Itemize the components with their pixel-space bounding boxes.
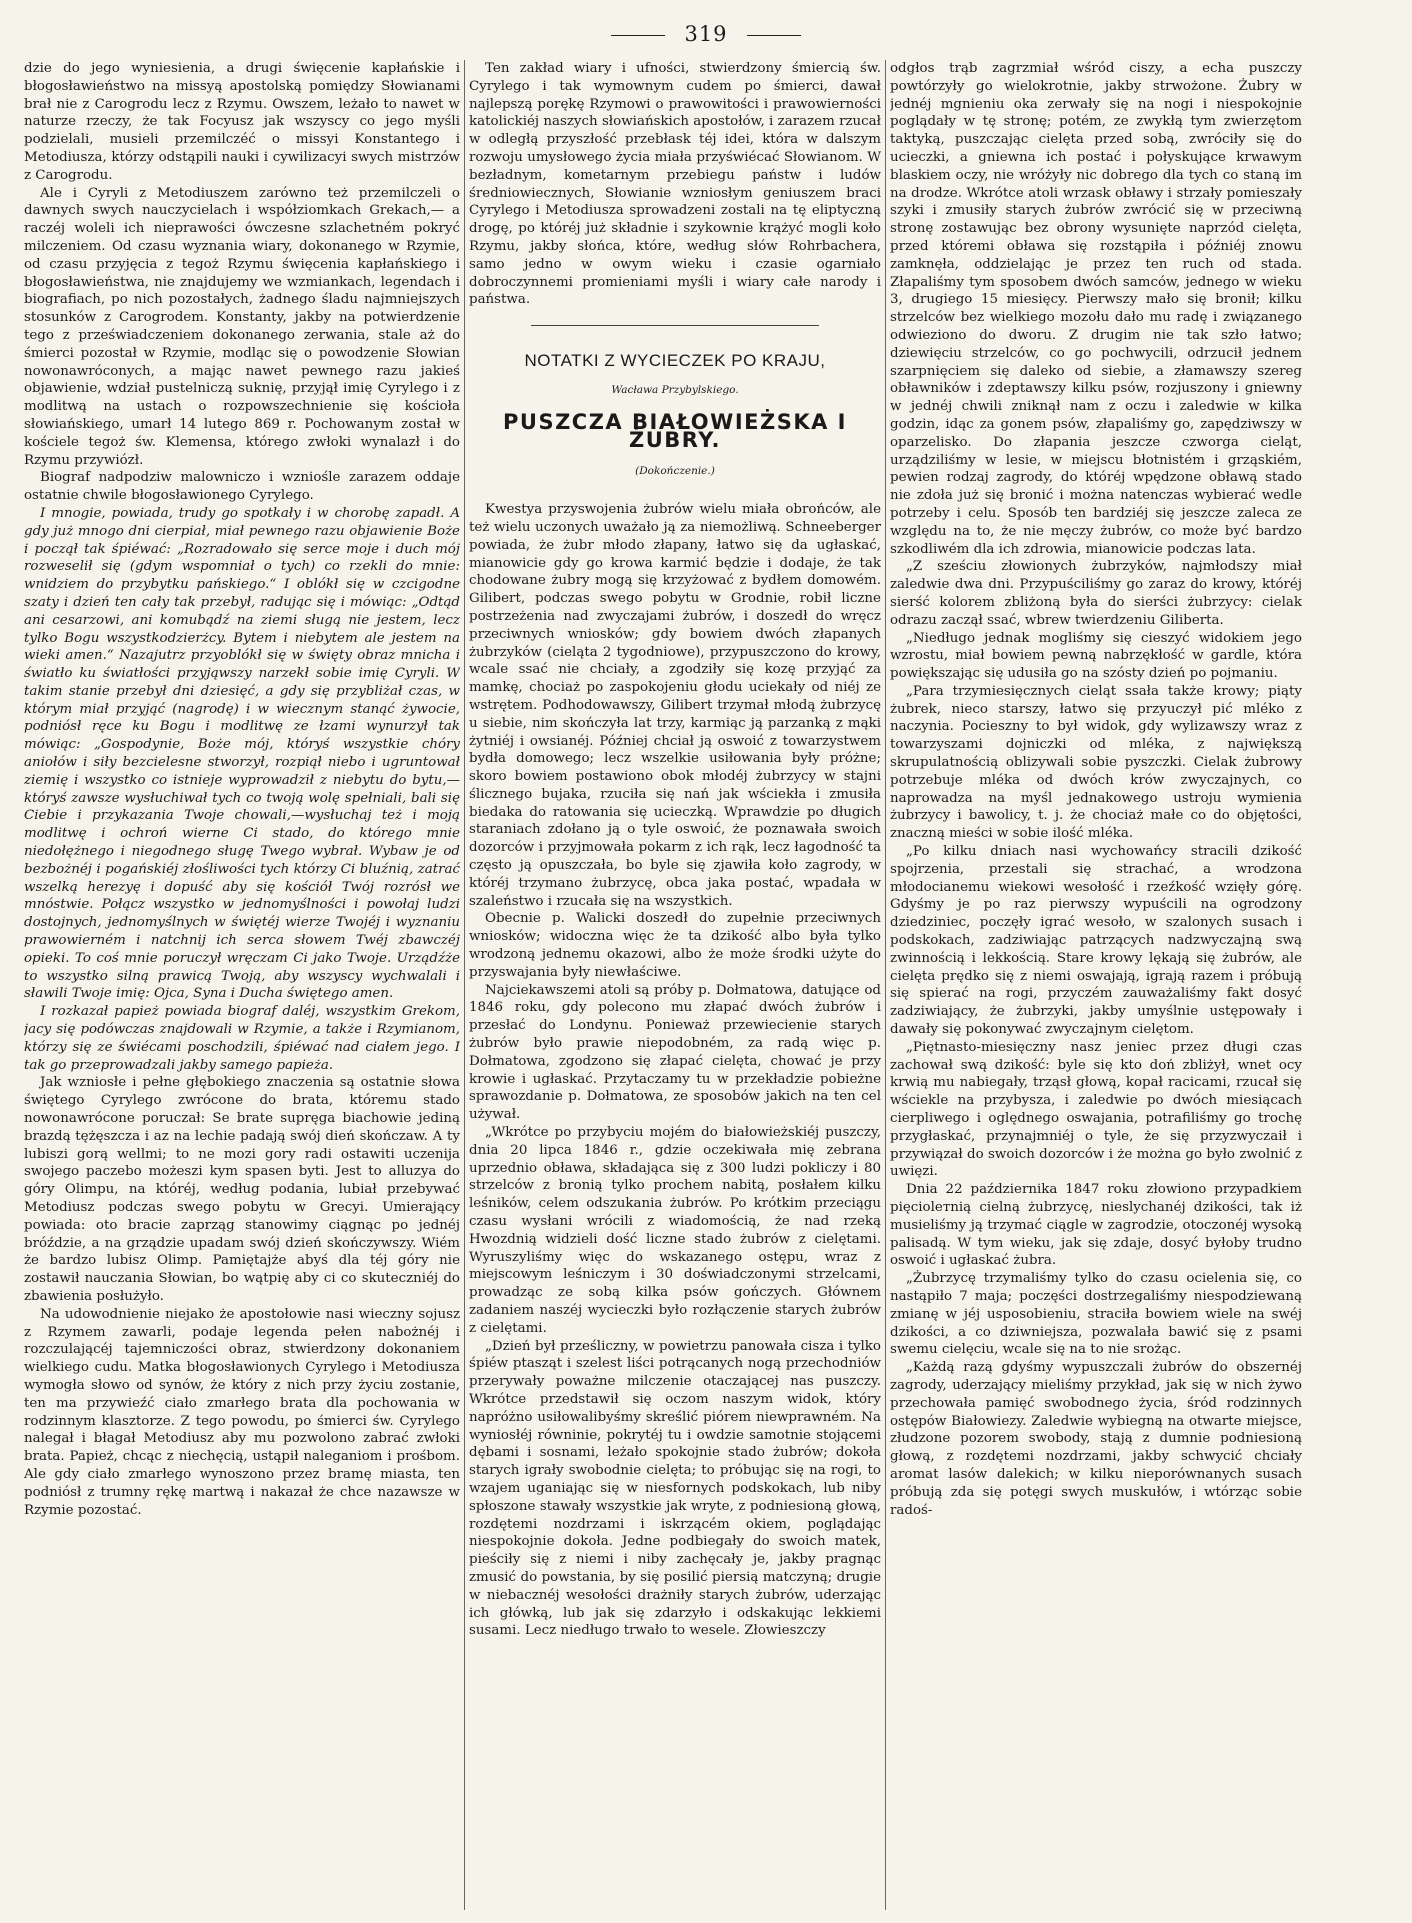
paragraph: „Piętnasto-miesięczny nasz jeniec przez długi czas zachował swą dzikość: byle się kto doń zbliżył, wnet ocy krwią mu nabiegały, trząsł głową, kopał racicami, rzucał się wściekle na przybysza, i zaledwie po dwóch miesiącach cierpliwego i oględnego oswajania, potrafiliśmy go trochę przygłaskać, przynajmniéj o tyle, że się przyzwyczaił i przywiązał do swoich dozorców i że można go było zwolnić z uwięzi. (890, 1039, 1302, 1180)
paragraph: Najciekawszemi atoli są próby p. Dołmatowa, datujące od 1846 roku, gdy polecono mu złapać dwóch żubrów i przesłać do Londynu. Ponieważ przewiecienie starych żubrów było prawie niepodobném, za radą więc p. Dołmatowa, zgodzono się złapać cielęta, chować je przy krowie i ugłaskać. Przytaczamy tu w przekładzie pobieżne sprawozdanie p. Dołmatowa, ze sposobów jakich na ten cel używał. (469, 982, 881, 1123)
paragraph: „Para trzymiesięcznych cieląt ssała także krowy; piąty żubrek, nieco starszy, łatwo się przyuczył pić mléko z naczynia. Pocieszny to był widok, gdy wylizawszy wraz z towarzyszami dojniczki od mléka, z największą skrupulatnością oblizywali sobie pyszczki. Cielak żubrowy potrzebuje mléka od dwóch krów zwyczajnych, co naprowadza na myśl jednakowego ustroju wymienia żubrzycy i bawolicy, t. j. że chociaż małe co do objętości, znaczną mieści w sobie ilość mléka. (890, 683, 1302, 842)
paragraph: Jak wzniosłe i pełne głębokiego znaczenia są ostatnie słowa świętego Cyrylego zwrócone do brata, któremu stado nowonawrócone poruczał: Se brate supręga biachowie jediną brazdą tężęszcza i az na lechie padają swój dień skończaw. A ty lubiszi gorą wellmi; to ne mozi gory radi ostawiti uczenija swojego paczebo możeszi kym spasen byti. Jest to alluzya do góry Olimpu, na któréj, według podania, lubiał przebywać Metodiusz podczas swego pobytu w Grecyi. Umierający powiada: oto bracie zaprząg stanowimy ciągnąc po jednéj bróździe, a na grządzie upadam swój dzień skończywszy. Wiém że bardzo lubisz Olimp. Pamiętajże abyś dla téj góry nie zostawił nauczania Słowian, bo wątpię aby ci co skuteczniéj do zbawienia posłużyło. (24, 1075, 460, 1304)
page-number: 319 (684, 22, 728, 46)
paragraph: Na udowodnienie niejako że apostołowie nasi wieczny sojusz z Rzymem zawarli, podaje legenda pełen nabożnéj i rozczulającéj tajemniczości obraz, stwierdzony dokonaniem wielkiego cudu. Matka błogosławionych Cyrylego i Metodiusza wymogła słowo od synów, że który z nich przy życiu zostanie, ten ma przywieźć ciało zmarłego brata dla pochowania w rodzinnym klasztorze. Z tego powodu, po śmierci św. Cyrylego nalegał i błagał Metodiusz aby mu pozwolono zabrać zwłoki brata. Papież, chcąc z niechęcią, ustąpił naleganiom i prośbom. Ale gdy ciało zmarłego wynoszono przez bramę miasta, ten podniósł z trumny rękę martwą i nakazał że chce nazawsze w Rzymie pozostać. (24, 1306, 460, 1518)
paragraph: dzie do jego wyniesienia, a drugi święcenie kapłańskie i błogosławieństwo na missyą apostolską pomiędzy Słowianami brał nie z Carogrodu lecz z Rzymu. Owszem, leżało to nawet w naturze rzeczy, że tak Focyusz jak wszyscy co jego myśli podzielali, musieli przemilczéć o missyi Konstantego i Metodiusza, którzy odstąpili nauki i cywilizacyi swych mistrzów z Carogrodu. (24, 61, 460, 183)
paragraph: „Niedługo jednak mogliśmy się cieszyć widokiem jego wzrostu, miał bowiem pewną nabrzękłość w gardle, która powiększając się udusiła go na szósty dzień po pojmaniu. (890, 630, 1302, 682)
page-header (0, 22, 1412, 46)
column-2 (469, 60, 881, 1910)
header-rule-right (747, 35, 801, 36)
paragraph: Dnia 22 października 1847 roku złowiono przypadkiem pięciolетnią cielną żubrzycę, nieslychanéj dzikości, tak iż musieliśmy ją trzymać ciągle w zagrodzie, otoczonéj wysoką palisadą. W tym wieku, jak się zdaje, dosyć byłoby trudno oswoić i ugłaskać żubra. (890, 1182, 1302, 1269)
header-rule-left (611, 35, 665, 36)
paragraph: Ale i Cyryli z Metodiuszem zarówno też przemilczeli o dawnych swych nauczycielach i współziomkach Grekach,— a raczéj woleli ich nieprawości ówczesne szlachetném pokryć milczeniem. Od czasu wyznania wiary, dokonanego w Rzymie, od czasu przyjęcia z tegoż Rzymu święcenia kapłańskiego i błogosławieństwa, nie znajdujemy we wzmiankach, legendach i biografiach, po nich pozostałych, żadnego śladu najmniejszych stosunków z Carogrodem. Konstanty, jakby na potwierdzenie tego z przeświadczeniem dokonanego zerwania, stale aż do śmierci pozostał w Rzymie, modląc się o powodzenie Słowian nowonawróconych, a mając nawet pewnego razu jakieś objawienie, wdział pustelniczą suknię, przyjął imię Cyrylego i z modlitwą na ustach o rozpowszechnienie się kościoła słowiańskiego, umarł 14 lutego 869 r. Pochowanym został w kościele tegoż św. Klemensa, którego zwłoki wynalazł i do Rzymu przywiózł. (24, 185, 460, 468)
column-1-paragraphs (24, 60, 460, 1519)
column-1 (24, 60, 460, 1910)
column-divider-2 (885, 60, 886, 1910)
paragraph: „Po kilku dniach nasi wychowańcy stracili dzikość spojrzenia, przestali się strachać, a wrodzona młodocianemu wiekowi wesołość i rzeźkość wzięły górę. Gdyśmy je po raz pierwszy wypuścili na ogrodzony dziedziniec, poczęły igrać wesoło, w szalonych susach i podskokach, zadziwiając patrzących nadzwyczajną swą zwinnością i lekkością. Stare krowy lękają się żubrów, ale cielęta prędko się z niemi oswajają, igrają razem i próbują się spierać na rogi, przyczém zauważaliśmy fakt dosyć zadziwiający, że żubrzyki, jakby umyślnie ustępowały i dawały się pokonywać zwyczajnym cielętom. (890, 844, 1302, 1038)
article-paragraphs (469, 501, 881, 1640)
paragraph: Obecnie p. Walicki doszedł do zupełnie przeciwnych wniosków; widoczna więc że ta dzikość albo była tylko wrodzoną jednemu okazowi, albo że może środki użyte do przyswajania były niewłaściwe. (469, 911, 881, 980)
section-separator (531, 325, 819, 326)
paragraph: I rozkazał papież powiada biograf daléj, wszystkim Grekom, jacy się podówczas znajdowali w Rzymie, a także i Rzymianom, którzy się ze świécami poschodzili, śpiéwać nad ciałem jego. I tak go przeprowadzali jakby samego papieża. (24, 1004, 460, 1073)
paragraph: „Każdą razą gdyśmy wypuszczali żubrów do obszernéj zagrody, uderzający mieliśmy przykład, jak się w nich żywo przechowała pamięć swobodnego życia, śród rodzinnych ostępów Białowiezy. Zaledwie wybiegną na otwarte miejsce, złudzone pozorem swobody, stają z dumnie podniesioną głową, z rozdętemi nozdrzami, jakby schwycić chciały aromat lasów dalekich; w kilku nieporównanych susach próbują zda się potęgi swych muskułów, i wtórząc sobie radoś- (890, 1360, 1302, 1518)
column-3-paragraphs (890, 60, 1302, 1519)
column-2-paragraphs (469, 60, 881, 309)
continuation-note: (Dokończenie.) (635, 465, 715, 478)
paragraph: I mnogie, powiada, trudy go spotkały i w chorobę zapadł. A gdy już mnogo dni cierpiał, miał pewnego razu objawienie Boże i począł tak śpiéwać: „Rozradowało się serce moje i duch mój rozweselił się (gdym wspomniał o tych) co rzekli do mnie: wnidziem do przybytku pańskiego.“ I oblókł się w czcigodne szaty i dzień ten cały tak przebył, radując się i mówiąc: „Odtąd ani cesarzowi, ani komubądź na ziemi sługą nie jestem, lecz tylko Bogu wszystkodzierżcy. Bytem i niebytem ale jestem na wieki amen.“ Nazajutrz przyoblókł się w święty obraz mnicha i światło ku światłości przyjąwszy narzekł sobie imię Cyryli. W takim stanie przebył dni dziesięć, a gdy się przybliżał czas, w którym miał przyjąć (nagrodę) i w wiecznym stanąć żywocie, podniósł ręce ku Bogu i modlitwę ze łzami wynurzył tak mówiąc: „Gospodynie, Boże mój, któryś wszystkie chóry aniołów i siły bezcielesne stworzył, rozpiął niebo i ugruntował ziemię i wszystko co istnieje wyprowadził z niebytu do bytu,—któryś zawsze wysłuchiwał tych co twoją wolę spełniali, bali się Ciebie i przykazania Twoje chowali,—wysłuchaj też i moją modlitwę i ochroń wierne Ci stado, do którego mnie niedołężnego i niegodnego sługę Twego wybrał. Wybaw je od bezbożnéj i pogańskiéj złośliwości tych którzy Ci bluźnią, zatrać wszelką herezyę i dopuść aby się kościół Twój rozrósł we mnóstwie. Połącz wszystko w jednomyślności i powołaj ludzi dostojnych, jednomyślnych w świętéj wierze Twojéj i wyznaniu prawowierném i natchnij ich serca słowem Twéj zbawczéj opieki. To coś mnie poruczył wręczam Ci jako Twoje. Urządźże to wszystko silną prawicą Twoją, aby wszyscy wychwalali i sławili Twoje imię: Ojca, Syna i Ducha świętego amen. (24, 505, 460, 1002)
paragraph: Ten zakład wiary i ufności, stwierdzony śmiercią św. Cyrylego i tak wymownym cudem po śmierci, dawał najlepszą porękę Rzymowi o prawowitości i prawowierności katolickiéj naszych słowiańskich apostołów, i zarazem rzucał w odległą przyszłość przebłask téj idei, która w dalszym rozwoju umysłowego życia miała przyświécać Słowianom. W bezładnym, kometarnym przebiegu państw i ludów średniowiecznych, Słowianie wzniosłym geniuszem braci Cyrylego i Metodiusza sprowadzeni zostali na tę eliptyczną drogę, po któréj już składnie i szykownie krążyć mogli koło Rzymu, jakby słońca, które, według słów Rohrbachera, samo jedno w owym wieku i czasie ogarniało dobroczynnemi promieniami myśli i wiary całe narody i państwa. (469, 61, 881, 308)
paragraph: „Z sześciu złowionych żubrzyków, najmłodszy miał zaledwie dwa dni. Przypuściliśmy go zaraz do krowy, któréj sierść kolorem zbliżoną była do sierści żubrzycy: cielak odrazu zaczął ssać, wbrew twierdzeniu Giliberta. (890, 559, 1302, 628)
paragraph: „Dzień był prześliczny, w powietrzu panowała cisza i tylko śpiéw ptasząt i szelest liści potrącanych nogą przechodniów przerywały poważne milczenie otaczającej nas puszczy. Wkrótce przedstawił się oczom naszym widok, który napróżno usiłowalibyśmy skreślić piórem niewprawném. Na wyniosłéj równinie, pokrytéj tu i owdzie samotnie stojącemi dębami i sosnami, leżało spokojnie stado żubrów; dokoła starych igrały swobodnie cielęta; to próbując się na rogi, to wzajem uganiając się w niesfornych podskokach, lub niby spłoszone stawały wszystkie jak wryte, z podniesioną głową, rozdętemi nozdrzami i iskrzącém okiem, poglądając niespokojnie dokoła. Jedne podbiegały do swoich matek, pieściły się z niemi i niby zachęcały je, jakby pragnąc zmusić do powstania, by się posilić piersią matczyną; drugie w niebacznéj wesołości drażniły starych żubrów, uderzając ich główką, lub jak się zdarzyło i odskakując lekkiemi susami. Lecz niedługo trwało to wesele. Złowieszczy (469, 1338, 881, 1639)
paragraph: Kwestya przyswojenia żubrów wielu miała obrońców, ale też wielu uczonych uważało ją za niemożliwą. Schneeberger powiada, że żubr młodo złapany, łatwo się da ugłaskać, mianowicie gdy go krowa karmić będzie i dodaje, że tak chodowane żubry mogą się krzyżować z bydłem domowém. Gilibert, podczas swego pobytu w Grodnie, robił liczne postrzeżenia nad zwyczajami żubrów, i doszedł do wręcz przeciwnych wniosków; gdy bowiem dwóch złapanych żubrzyków (cieląta 2 tygodniowe), przypuszczono do krowy, wcale ssać nie chciały, a zgodziły się kozę przyjąć za mamkę, chociaż po zaspokojeniu głodu uciekały od niéj ze wstrętem. Podhodowawszy, Gilibert trzymał młodą żubrzycę u siebie, nim skończyła lat trzy, karmiąc ją parzanką z mąki żytniéj i owsianéj. Później chciał ją oswoić z towarzystwem bydła domowego; lecz wszelkie usiłowania były próżne; skoro bowiem postawiono obok młodéj żubrzycy w stajni ślicznego bujaka, rzuciła się nań jak wściekła i zmusiła biedaka do ratowania się ucieczką. Wprawdzie po długich staraniach zdołano ją o tyle oswoić, że poznawała swoich dozorców i przyjmowała pokarm z ich rąk, lecz łagodność ta często ją opuszczała, bo byle się zjawiła koło zagrody, w któréj trzymano żubrzycę, obca jaka postać, wpadała w szaleństwo i rzucała się na wszystkich. (469, 502, 881, 909)
paragraph: „Wkrótce po przybyciu mojém do białowieżskiéj puszczy, dnia 20 lipca 1846 r., gdzie oczekiwała mię zebrana uprzednio obława, składająca się z 300 ludzi pokliczy i 80 strzelców z bronią tylko prochem nabitą, posłałem kilku leśników, celem odszukania żubrów. Po krótkim przeciągu czasu wysłani wrócili z wiadomością, że nad rzeką Hwozdnią widzieli dość liczne stado żubrów z cielętami. Wyruszyliśmy więc do wskazanego ostępu, wraz z miejscowym leśniczym i 30 doświadczonymi strzelcami, prowadząc ze sobą kilka psów gończych. Głównem zadaniem naszéj wycieczki było rozłączenie starych żubrów z cielętami. (469, 1125, 881, 1336)
section-author: Wacława Przybylskiego. (611, 383, 739, 396)
paragraph: odgłos trąb zagrzmiał wśród ciszy, a echa puszczy powtórzyły go wielokrotnie, jakby strwożone. Żubry w jednéj mgnieniu oka zerwały się na nogi i niespokojnie poglądały w tę stronę; potém, ze zwykłą tym zwierzętom taktyką, puszczając cielęta przed sobą, zwróciły się do ucieczki, a gniewna ich postać i połyskujące krwawym blaskiem oczy, nie wróżyły nic dobrego dla tych co staną im na drodze. Wkrótce atoli wrzask obławy i strzały pomieszały szyki i zmusiły starych żubrów zwrócić się w przeciwną stronę zostawując bez obrony wysunięte naprzód cielęta, przed któremi obława się rozstąpiła i późniéj znowu zamknęła, oddzielając je przez ten ruch od stada. Złapaliśmy tym sposobem dwóch samców, jednego w wieku 3, drugiego 15 miesięcy. Pierwszy mało się bronił; kilku strzelców bez wielkiego mozołu dało mu radę i związanego odwieziono do dworu. Z drugim nie tak szło łatwo; dziewięciu strzelców, co go pochwycili, odrzucił jednem szarpnięciem się daleko od siebie, a złamawszy szereg obławników i zdeptawszy kilku psów, rozjuszony i gniewny w jednéj chwili zniknął nam z oczu i zaledwie w kilka godzin, idąc za gonem psów, złapaliśmy go, zapędziwszy w oparzelisko. Do złapania jeszcze czworga cieląt, urządziliśmy w lesie, w miejscu błotnistém i grząskiém, pewien rodzaj zagrody, do któréj wpędzone obławą stado nie zdoła już się bronić i można natenczas wybierać wedle potrzeby i celu. Sposób ten bardziéj się jeszcze zaleca ze względu na to, że nie męczy żubrów, co może być bardzo szkodliwém dla ich zdrowia, mianowicie podczas lata. (890, 61, 1302, 557)
column-divider-1 (464, 60, 465, 1910)
paragraph: Biograf nadpodziw malowniczo i wzniośle zarazem oddaje ostatnie chwile błogosławionego Cyrylego. (24, 470, 460, 504)
section-title: NOTATKI Z WYCIECZEK PO KRAJU, (524, 351, 826, 371)
paragraph: „Żubrzycę trzymaliśmy tylko do czasu ocielenia się, co nastąpiło 7 maja; poczęści dostrzegaliśmy niespodziewaną zmianę w jéj usposobieniu, straciła bowiem wiele na swéj dzikości, a co dziwniejsza, pozwalała bawić się z psami swemu cielęciu, wcale się na to nie srożąc. (890, 1271, 1302, 1358)
article-headline: PUSZCZA BIAŁOWIEŻSKA I ŻUBRY. (503, 409, 847, 452)
column-3 (890, 60, 1302, 1910)
